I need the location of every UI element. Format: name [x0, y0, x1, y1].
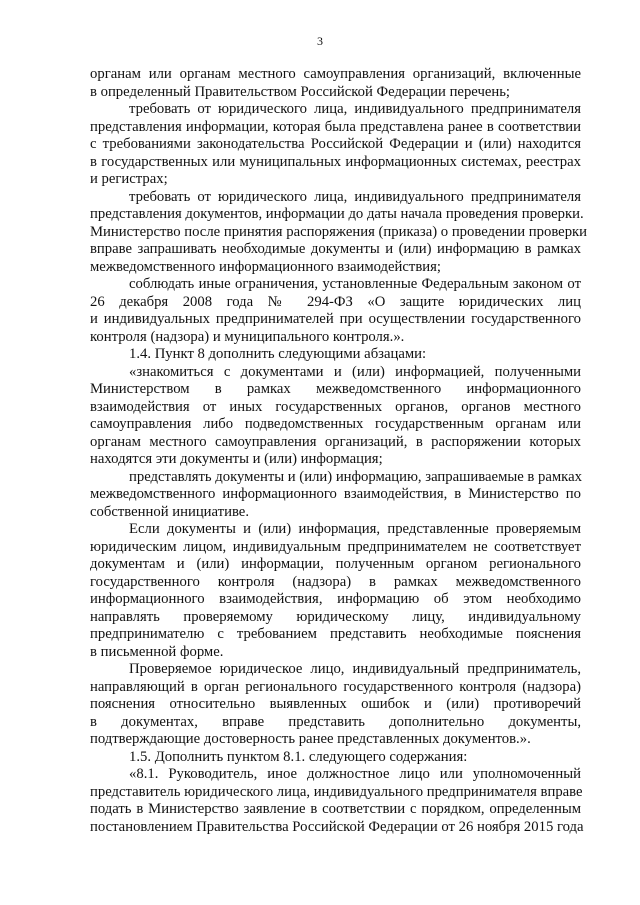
text-line: направлять проверяемому юридическому лицу, индивидуальному	[90, 608, 581, 625]
text-line: государственного контроля (надзора) в рамках межведомственного	[90, 573, 581, 590]
page-number: 3	[317, 34, 323, 48]
text-line: в определенный Правительством Российской Федерации перечень;	[90, 83, 510, 100]
text-line: 26 декабря 2008 года № 294-ФЗ «О защите юридических лиц	[90, 293, 581, 310]
text-line: в государственных или муниципальных информационных системах, реестрах	[90, 153, 581, 170]
text-line: подтверждающие достоверность ранее представленных документов.».	[90, 731, 531, 747]
paragraph	[90, 661, 581, 749]
paragraph	[90, 276, 581, 346]
paragraph	[90, 364, 581, 469]
text-line: подать в Министерство заявление в соответствии с порядком, определенным	[90, 801, 581, 817]
text-line: взаимодействия от иных государственных органов, органов местного	[90, 398, 581, 415]
paragraph	[90, 188, 588, 277]
document-body	[90, 66, 588, 836]
text-line: межведомственного информационного взаимодействия, в Министерство по	[90, 486, 581, 502]
text-line: собственной инициативе.	[90, 503, 249, 520]
paragraph	[90, 749, 581, 767]
text-line: требовать от юридического лица, индивидуального предпринимателя	[129, 101, 581, 117]
paragraph	[90, 521, 581, 661]
text-line: Если документы и (или) информация, представленные проверяемым	[129, 521, 581, 537]
text-line: Министерством в рамках межведомственного информационного	[90, 381, 581, 397]
text-line: 1.4. Пункт 8 дополнить следующими абзацами:	[129, 346, 427, 362]
text-line: требовать от юридического лица, индивидуального предпринимателя	[129, 188, 581, 205]
text-line: юридическим лицом, индивидуальным предпринимателем не соответствует	[90, 538, 581, 555]
paragraph	[90, 66, 581, 101]
text-line: представления информации, которая была представлена ранее в соответствии	[90, 118, 581, 135]
paragraph	[90, 346, 581, 364]
text-line: в письменной форме.	[90, 643, 224, 660]
text-line: документам и (или) информации, полученным органом регионального	[90, 556, 581, 572]
text-line: представления документов, информации до даты начала проведения проверки.	[90, 206, 584, 222]
text-line: представитель юридического лица, индивидуального предпринимателя вправе	[90, 783, 583, 800]
text-line: и регистрах;	[90, 171, 168, 187]
text-line: вправе запрашивать необходимые документы и (или) информацию в рамках	[90, 241, 581, 257]
text-line: находятся эти документы и (или) информация;	[90, 451, 383, 467]
text-line: постановлением Правительства Российской Федерации от 26 ноября 2015 года	[90, 818, 584, 835]
paragraph	[90, 101, 581, 189]
text-line: межведомственного информационного взаимодействия;	[90, 258, 441, 275]
text-line: 1.5. Дополнить пунктом 8.1. следующего содержания:	[129, 748, 468, 765]
text-line: Проверяемое юридическое лицо, индивидуальный предприниматель,	[129, 661, 581, 677]
text-line: органам или органам местного самоуправления организаций, включенные	[90, 66, 581, 82]
text-line: в документах, вправе представить дополнительно документы,	[90, 713, 581, 730]
text-line: направляющий в орган регионального государственного контроля (надзора)	[90, 678, 581, 695]
text-line: «8.1. Руководитель, иное должностное лицо или уполномоченный	[129, 766, 581, 782]
text-line: и индивидуальных предпринимателей при осуществлении государственного	[90, 311, 581, 327]
text-line: самоуправления либо подведомственных государственным органам или	[90, 416, 581, 432]
text-line: «знакомиться с документами и (или) информацией, полученными	[129, 363, 581, 380]
text-line: информационного взаимодействия, информацию об этом необходимо	[90, 591, 581, 607]
text-line: пояснения относительно выявленных ошибок и (или) противоречий	[90, 696, 581, 712]
text-line: контроля (надзора) и муниципального контроля.».	[90, 328, 405, 345]
text-line: соблюдать иные ограничения, установленные Федеральным законом от	[129, 276, 581, 292]
text-line: представлять документы и (или) информацию, запрашиваемые в рамках	[129, 468, 582, 485]
paragraph	[90, 469, 581, 522]
text-line: Министерство после принятия распоряжения (приказа) о проведении проверки	[90, 223, 588, 240]
paragraph	[90, 766, 584, 836]
text-line: с требованиями законодательства Российской Федерации и (или) находится	[90, 136, 581, 152]
text-line: предпринимателю с требованием представить необходимые пояснения	[90, 626, 581, 642]
text-line: органам местного самоуправления организаций, в распоряжении которых	[90, 433, 581, 450]
